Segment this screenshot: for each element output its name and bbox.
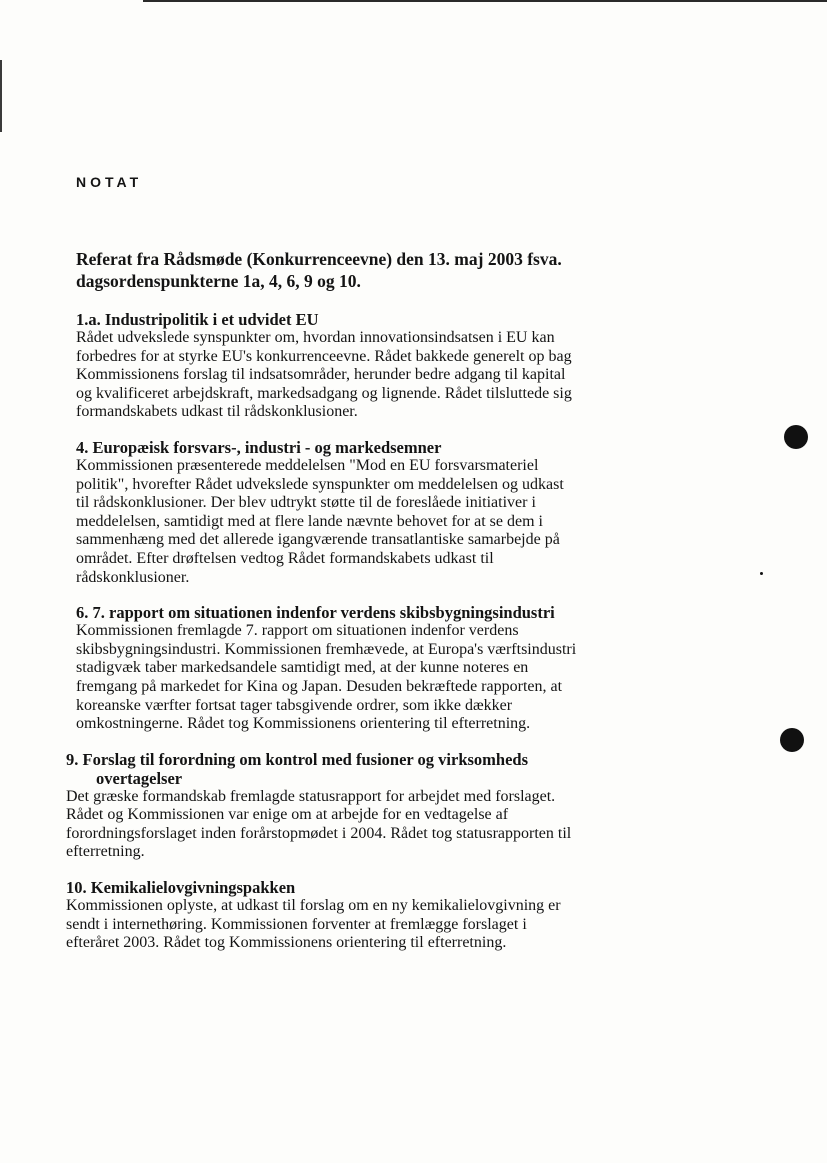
section-heading: 6. 7. rapport om situationen indenfor verdens skibsbygningsindustri — [76, 603, 555, 623]
punch-hole-mark — [780, 728, 804, 752]
section-heading: 4. Europæisk forsvars-, industri - og markedsemner — [76, 437, 442, 457]
document-type-label: NOTAT — [76, 174, 143, 190]
document-body — [66, 248, 578, 953]
scan-speck-mark — [760, 572, 763, 575]
section-industripolitik — [66, 310, 578, 422]
section-text: Det græske formandskab fremlagde statusrapport for arbejdet med forslaget. Rådet og Kommissionen var enige om at arbejde for en vedtagelse af forordningsforslaget inden forårstopmødet i 2004. Rådet tog statusrapporten til efterretning. — [66, 787, 572, 861]
section-text: Kommissionen fremlagde 7. rapport om situationen indenfor verdens skibsbygningsindustri. Kommissionen fremhævede, at Europa's værftsindustri stadigvæk taber markedsandele samtidigt med, at der kunne noteres en fremgang på markedet for Kina og Japan. Desuden bekræftede rapporten, at koreanske værfter fortsat tager tabsgivende ordrer, som ikke dækker omkostningerne. Rådet tog Kommissionens orientering til efterretning. — [76, 622, 577, 733]
section-text: Kommissionen præsenterede meddelelsen "Mod en EU forsvarsmateriel politik", hvorefter Rådet udvekslede synspunkter om meddelelsen og udkast til rådskonklusioner. Der blev udtrykt støtte til de foreslåede initiativer i meddelelsen, samtidigt med at flere lande nævnte behovet for at se dem i sammenhæng med det allerede igangværende transatlantiske samarbejde på området. Efter drøftelsen vedtog Rådet formandskabets udkast til rådskonklusioner. — [76, 456, 564, 586]
section-heading: 1.a. Industripolitik i et udvidet EU — [76, 310, 319, 329]
section-forsvar — [66, 438, 578, 587]
section-skibsbygning — [66, 603, 578, 734]
section-heading-continuation: overtagelser — [96, 768, 183, 788]
punch-hole-mark — [784, 425, 808, 449]
scan-edge-mark — [0, 60, 2, 132]
section-text: Rådet udvekslede synspunkter om, hvordan innovationsindsatsen i EU kan forbedres for at styrke EU's konkurrenceevne. Rådet bakkede generelt op bag Kommissionens forslag til indsatsområder, herunder bedre adgang til kapital og kvalificeret arbejdskraft, markedsadgang og lignende. Rådet tilsluttede sig formandskabets udkast til rådskonklusioner. — [76, 329, 572, 421]
section-fusioner — [66, 750, 578, 862]
top-border-rule — [143, 0, 827, 2]
document-title: Referat fra Rådsmøde (Konkurrenceevne) den 13. maj 2003 fsva. dagsordenspunkterne 1a, 4, 6, 9 og 10. — [76, 249, 562, 291]
section-kemikalier — [66, 878, 578, 953]
section-text: Kommissionen oplyste, at udkast til forslag om en ny kemikalielovgivning er sendt i internethøring. Kommissionen forventer at fremlægge forslaget i efteråret 2003. Rådet tog Kommissionens orientering til efterretning. — [66, 897, 561, 952]
section-heading: 10. Kemikalielovgivningspakken — [66, 878, 296, 898]
section-heading: 9. Forslag til forordning om kontrol med fusioner og virksomheds — [66, 749, 529, 769]
